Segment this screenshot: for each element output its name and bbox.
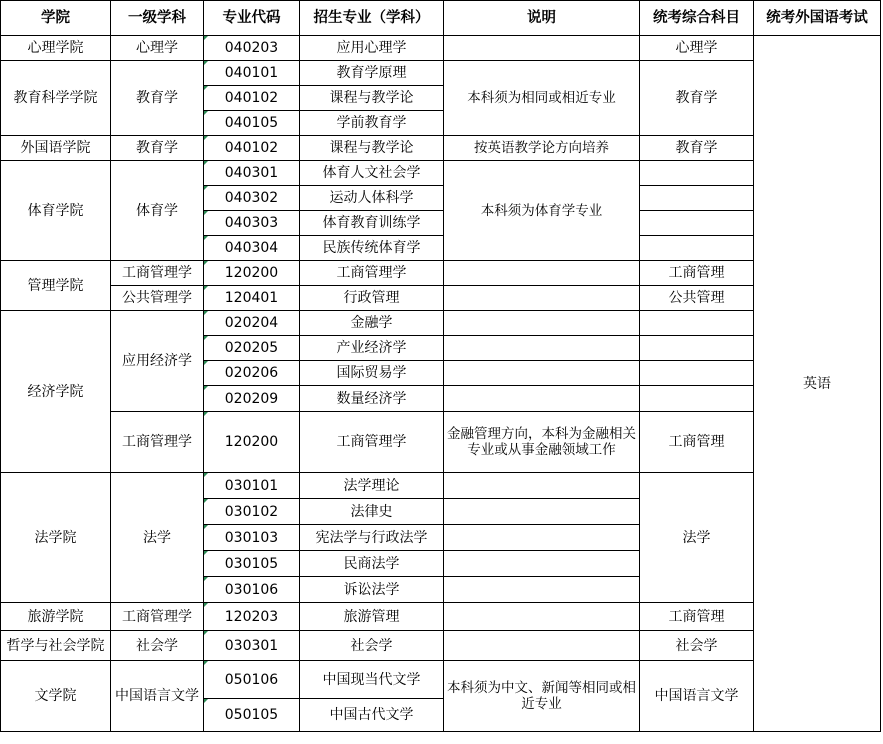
note-cell [444, 386, 640, 412]
college-cell: 文学院 [1, 661, 111, 732]
note-cell: 按英语教学论方向培养 [444, 136, 640, 161]
note-cell: 本科须为相同或相近专业 [444, 61, 640, 136]
major-cell: 国际贸易学 [300, 361, 444, 386]
exam-cell: 工商管理 [640, 261, 754, 286]
college-cell: 教育科学学院 [1, 61, 111, 136]
major-cell: 行政管理 [300, 286, 444, 311]
table-row [1, 286, 881, 311]
note-cell [444, 36, 640, 61]
header-foreign-language: 统考外国语考试 [754, 1, 881, 36]
major-cell: 法学理论 [300, 473, 444, 499]
code-cell: 040303 [204, 211, 300, 236]
header-major: 招生专业（学科） [300, 1, 444, 36]
code-cell: 030106 [204, 577, 300, 603]
major-cell: 宪法学与行政法学 [300, 525, 444, 551]
major-cell: 法律史 [300, 499, 444, 525]
note-cell [444, 311, 640, 336]
major-cell: 运动人体科学 [300, 186, 444, 211]
major-cell: 工商管理学 [300, 261, 444, 286]
code-cell: 020206 [204, 361, 300, 386]
major-cell: 旅游管理 [300, 603, 444, 631]
subject-cell: 工商管理学 [111, 261, 204, 286]
header-row [1, 1, 881, 36]
major-cell: 产业经济学 [300, 336, 444, 361]
table-row [1, 161, 881, 186]
code-cell: 020205 [204, 336, 300, 361]
subject-cell: 体育学 [111, 161, 204, 261]
header-note: 说明 [444, 1, 640, 36]
note-cell [444, 261, 640, 286]
college-cell: 旅游学院 [1, 603, 111, 631]
header-code: 专业代码 [204, 1, 300, 36]
code-cell: 120200 [204, 261, 300, 286]
subject-cell: 法学 [111, 473, 204, 603]
exam-cell [640, 336, 754, 361]
table-row [1, 631, 881, 661]
code-cell: 030105 [204, 551, 300, 577]
major-cell: 中国古代文学 [300, 699, 444, 732]
subject-cell: 中国语言文学 [111, 661, 204, 732]
major-cell: 民商法学 [300, 551, 444, 577]
code-cell: 030103 [204, 525, 300, 551]
exam-cell [640, 386, 754, 412]
subject-cell: 公共管理学 [111, 286, 204, 311]
major-cell: 学前教育学 [300, 111, 444, 136]
major-cell: 体育教育训练学 [300, 211, 444, 236]
note-cell [444, 286, 640, 311]
exam-cell [640, 236, 754, 261]
table-row [1, 603, 881, 631]
code-cell: 120203 [204, 603, 300, 631]
code-cell: 030102 [204, 499, 300, 525]
exam-cell: 社会学 [640, 631, 754, 661]
note-cell [444, 361, 640, 386]
table-row [1, 412, 881, 473]
table-row [1, 311, 881, 336]
subject-cell: 心理学 [111, 36, 204, 61]
major-cell: 课程与教学论 [300, 86, 444, 111]
exam-cell [640, 186, 754, 211]
college-cell: 外国语学院 [1, 136, 111, 161]
subject-cell: 教育学 [111, 61, 204, 136]
exam-cell: 工商管理 [640, 412, 754, 473]
code-cell: 040304 [204, 236, 300, 261]
code-cell: 030301 [204, 631, 300, 661]
major-cell: 中国现当代文学 [300, 661, 444, 699]
college-cell: 体育学院 [1, 161, 111, 261]
code-cell: 040302 [204, 186, 300, 211]
major-cell: 课程与教学论 [300, 136, 444, 161]
code-cell: 040301 [204, 161, 300, 186]
major-cell: 体育人文社会学 [300, 161, 444, 186]
code-cell: 020209 [204, 386, 300, 412]
major-cell: 诉讼法学 [300, 577, 444, 603]
subject-cell: 社会学 [111, 631, 204, 661]
college-cell: 哲学与社会学院 [1, 631, 111, 661]
exam-cell: 法学 [640, 473, 754, 603]
subject-cell: 工商管理学 [111, 603, 204, 631]
table-row [1, 136, 881, 161]
subject-cell: 教育学 [111, 136, 204, 161]
note-cell [444, 551, 640, 577]
major-cell: 工商管理学 [300, 412, 444, 473]
table-row [1, 261, 881, 286]
college-cell: 经济学院 [1, 311, 111, 473]
note-cell: 金融管理方向，本科为金融相关专业或从事金融领域工作 [444, 412, 640, 473]
note-cell [444, 499, 640, 525]
subject-cell: 应用经济学 [111, 311, 204, 412]
major-cell: 数量经济学 [300, 386, 444, 412]
exam-cell: 公共管理 [640, 286, 754, 311]
table-row [1, 36, 881, 61]
major-cell: 教育学原理 [300, 61, 444, 86]
code-cell: 120200 [204, 412, 300, 473]
exam-cell [640, 311, 754, 336]
college-cell: 法学院 [1, 473, 111, 603]
table-row [1, 61, 881, 86]
exam-cell: 教育学 [640, 136, 754, 161]
subject-cell: 工商管理学 [111, 412, 204, 473]
note-cell [444, 603, 640, 631]
note-cell [444, 577, 640, 603]
code-cell: 040105 [204, 111, 300, 136]
code-cell: 030101 [204, 473, 300, 499]
exam-cell [640, 161, 754, 186]
code-cell: 020204 [204, 311, 300, 336]
foreign-language-cell: 英语 [754, 36, 881, 732]
exam-cell [640, 211, 754, 236]
code-cell: 040102 [204, 136, 300, 161]
major-cell: 社会学 [300, 631, 444, 661]
major-cell: 应用心理学 [300, 36, 444, 61]
note-cell [444, 336, 640, 361]
header-subject: 一级学科 [111, 1, 204, 36]
major-cell: 金融学 [300, 311, 444, 336]
table-row [1, 661, 881, 699]
major-cell: 民族传统体育学 [300, 236, 444, 261]
header-exam: 统考综合科目 [640, 1, 754, 36]
college-cell: 管理学院 [1, 261, 111, 311]
code-cell: 040203 [204, 36, 300, 61]
code-cell: 050105 [204, 699, 300, 732]
exam-cell [640, 361, 754, 386]
code-cell: 050106 [204, 661, 300, 699]
note-cell [444, 631, 640, 661]
note-cell [444, 525, 640, 551]
note-cell: 本科须为体育学专业 [444, 161, 640, 261]
code-cell: 040102 [204, 86, 300, 111]
code-cell: 040101 [204, 61, 300, 86]
college-cell: 心理学院 [1, 36, 111, 61]
exam-cell: 心理学 [640, 36, 754, 61]
table-row [1, 473, 881, 499]
exam-cell: 教育学 [640, 61, 754, 136]
exam-cell: 中国语言文学 [640, 661, 754, 732]
header-college: 学院 [1, 1, 111, 36]
note-cell [444, 473, 640, 499]
exam-cell: 工商管理 [640, 603, 754, 631]
code-cell: 120401 [204, 286, 300, 311]
note-cell: 本科须为中文、新闻等相同或相近专业 [444, 661, 640, 732]
